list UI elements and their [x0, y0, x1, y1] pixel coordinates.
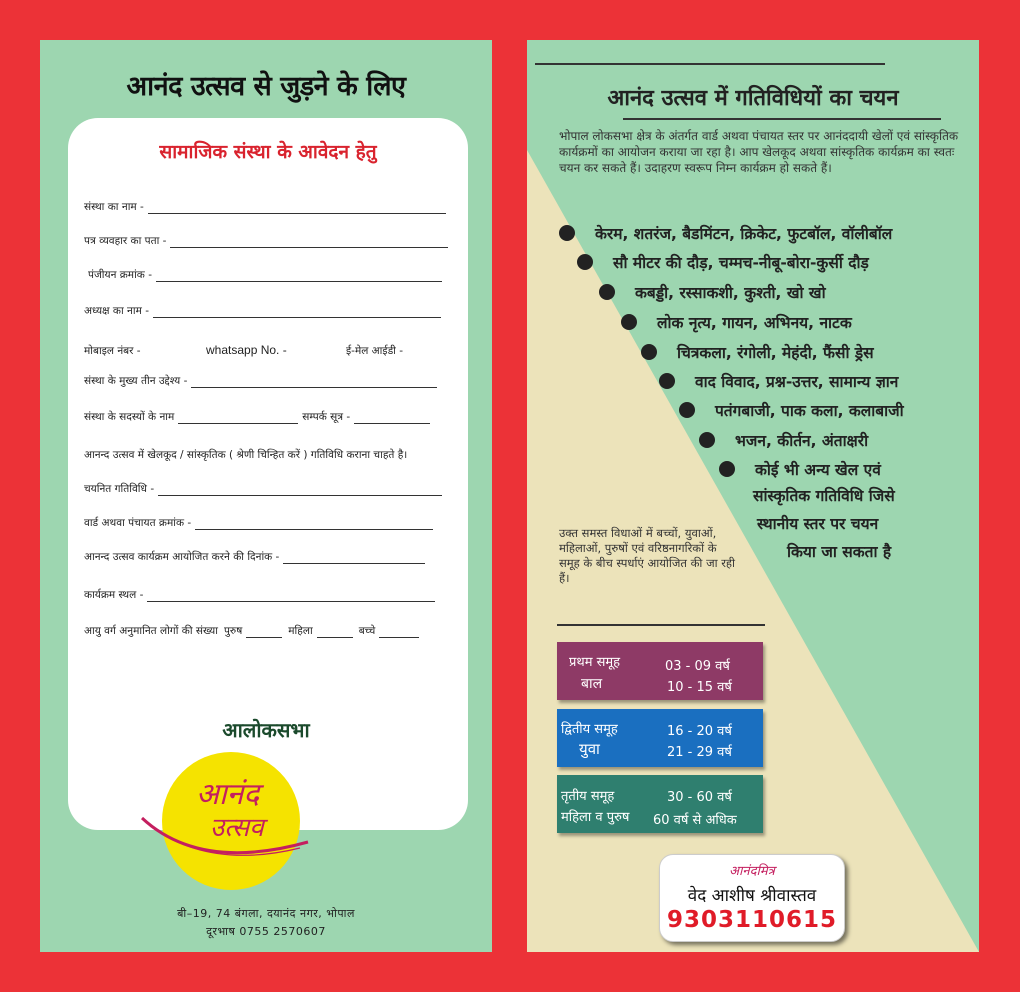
activity-continued: स्थानीय स्तर पर चयन — [757, 515, 879, 533]
field-email[interactable]: ई-मेल आईडी - — [346, 345, 404, 357]
activity-item: लोक नृत्य, गायन, अभिनय, नाटक — [621, 311, 852, 333]
field-contact-source: सम्पर्क सूत्र - — [302, 411, 351, 423]
bullet-icon — [719, 461, 735, 477]
left-title: आनंद उत्सव से जुड़ने के लिए — [126, 71, 406, 102]
title-underline — [623, 118, 941, 120]
contact-brand: आनंदमित्र — [729, 864, 775, 879]
bullet-icon — [679, 402, 695, 418]
org-name: आलोकसभा — [222, 718, 310, 742]
group-note: उक्त समस्त विधाओं में बच्चों, युवाओं, महिलाओं, पुरुषों एवं वरिष्ठनागरिकों के समूह के बीच स्पर्धाएं आयोजित की जा रही हैं। — [559, 526, 736, 585]
age-group-1: प्रथम समूह बाल 03 - 09 वर्ष 10 - 15 वर्ष — [557, 642, 763, 700]
activity-item: पतंगबाजी, पाक कला, कलाबाजी — [679, 399, 904, 421]
field-whatsapp[interactable]: whatsapp No. - — [206, 343, 287, 357]
field-registration[interactable]: पंजीयन क्रमांक - — [88, 268, 442, 282]
logo-text-anand: आनंद — [196, 777, 260, 812]
activity-item: वाद विवाद, प्रश्न-उत्तर, सामान्य ज्ञान — [659, 370, 898, 392]
bullet-icon — [559, 225, 575, 241]
top-divider — [535, 63, 885, 65]
field-ward[interactable]: वार्ड अथवा पंचायत क्रमांक - — [84, 516, 433, 530]
bullet-icon — [659, 373, 675, 389]
field-objectives[interactable]: संस्था के मुख्य तीन उद्देश्य - — [84, 374, 437, 388]
field-activity-intent: आनन्द उत्सव में खेलकूद / सांस्कृतिक ( श्रेणी चिन्हित करें ) गतिविधि कराना चाहते है। — [84, 449, 408, 461]
bullet-icon — [699, 432, 715, 448]
field-org-name[interactable]: संस्था का नाम - — [84, 200, 446, 214]
activity-item: चित्रकला, रंगोली, मेहंदी, फैंसी ड्रेस — [641, 341, 874, 363]
field-president[interactable]: अध्यक्ष का नाम - — [84, 304, 441, 318]
field-address[interactable]: पत्र व्यवहार का पता - — [84, 234, 448, 248]
anand-utsav-logo — [140, 752, 300, 912]
right-panel — [527, 40, 979, 952]
bullet-icon — [577, 254, 593, 270]
bullet-icon — [599, 284, 615, 300]
activity-item: सौ मीटर की दौड़, चम्मच-नीबू-बोरा-कुर्सी दौड़ — [577, 251, 869, 273]
phone-text: दूरभाष 0755 2570607 — [206, 925, 326, 938]
contact-name: वेद आशीष श्रीवास्तव — [687, 886, 817, 906]
field-members[interactable]: संस्था के सदस्यों के नाम सम्पर्क सूत्र - — [84, 410, 430, 424]
contact-card — [659, 854, 845, 942]
contact-phone[interactable]: 9303110615 — [666, 907, 838, 933]
activity-continued: किया जा सकता है — [787, 543, 892, 561]
field-chosen-activity[interactable]: चयनित गतिविधि - — [84, 482, 442, 496]
age-group-3: तृतीय समूह महिला व पुरुष 30 - 60 वर्ष 60 वर्ष से अधिक — [557, 775, 763, 833]
bullet-icon — [621, 314, 637, 330]
intro-text: भोपाल लोकसभा क्षेत्र के अंतर्गत वार्ड अथवा पंचायत स्तर पर आनंददायी खेलों एवं सांस्कृतिक कार्यक्रमों का आयोजन कराया जा रहा है। आप खेलकूद अथवा सांस्कृतिक कार्यक्रम का स्वतः चयन कर सकते हैं। उदाहरण स्वरूप निम्न कार्यक्रम हो सकते हैं। — [559, 129, 959, 176]
activity-item: कोई भी अन्य खेल एवं — [719, 458, 881, 480]
activity-item: केरम, शतरंज, बैडमिंटन, क्रिकेट, फुटबॉल, वॉलीबॉल — [559, 222, 892, 244]
logo-text-utsav: उत्सव — [210, 813, 264, 843]
field-estimate[interactable]: आयु वर्ग अनुमानित लोगों की संख्या पुरुष महिला बच्चे — [84, 624, 419, 638]
form-heading: सामाजिक संस्था के आवेदन हेतु — [159, 141, 377, 163]
right-title: आनंद उत्सव में गतिविधियों का चयन — [607, 86, 899, 111]
age-group-2: द्वितीय समूह युवा 16 - 20 वर्ष 21 - 29 वर्ष — [557, 709, 763, 767]
field-mobile[interactable]: मोबाइल नंबर - — [84, 345, 141, 357]
left-panel — [40, 40, 492, 952]
activity-item: भजन, कीर्तन, अंताक्षरी — [699, 429, 868, 451]
note-divider — [557, 624, 765, 626]
field-event-date[interactable]: आनन्द उत्सव कार्यक्रम आयोजित करने की दिनांक - — [84, 550, 425, 564]
activity-item: कबड्डी, रस्साकशी, कुश्ती, खो खो — [599, 281, 826, 303]
bullet-icon — [641, 344, 657, 360]
activity-continued: सांस्कृतिक गतिविधि जिसे — [753, 487, 895, 505]
address-text: बी–19, 74 बंगला, दयानंद नगर, भोपाल — [177, 907, 355, 920]
field-venue[interactable]: कार्यक्रम स्थल - — [84, 588, 435, 602]
